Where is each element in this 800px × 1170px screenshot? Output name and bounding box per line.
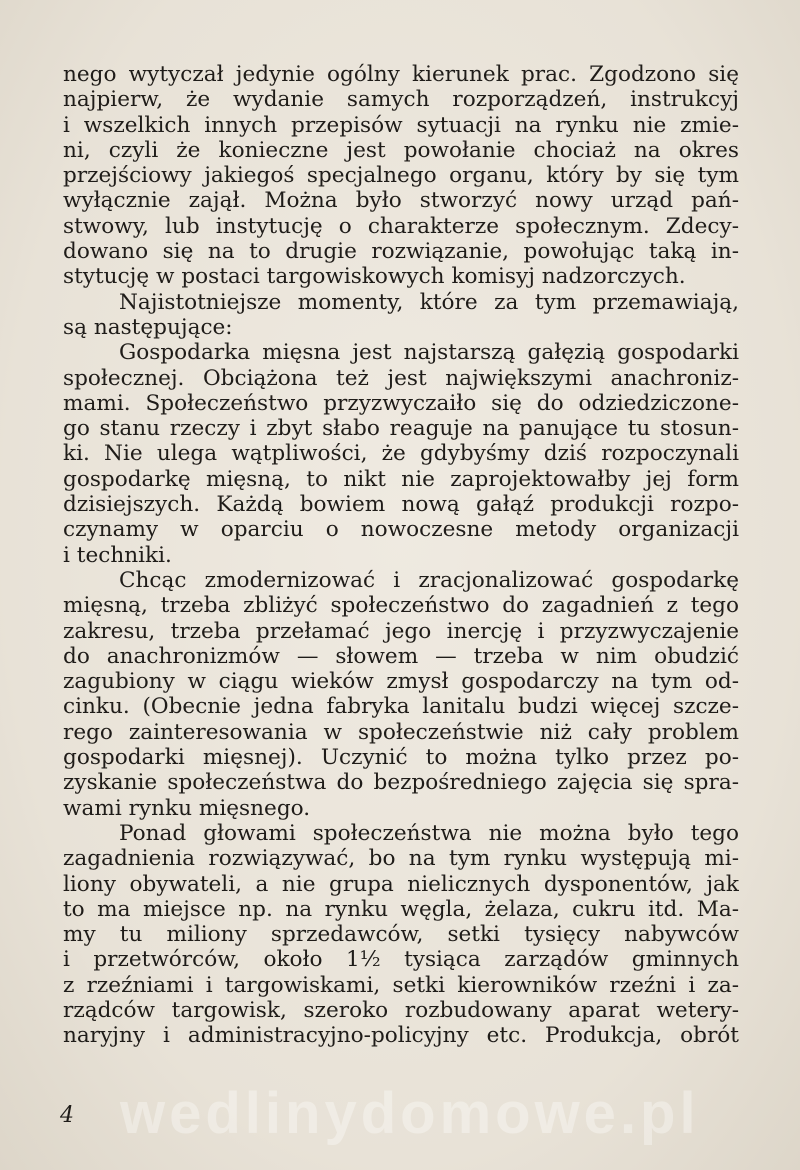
text-line: zakresu, trzeba przełamać jego inercję i przyzwyczajenie: [63, 618, 739, 644]
text-line: mięsną, trzeba zbliżyć społeczeństwo do zagadnień z tego: [63, 593, 739, 619]
page-number: 4: [60, 1103, 74, 1128]
text-line: Ponad głowami społeczeństwa nie można było tego: [119, 820, 739, 846]
text-line: Najistotniejsze momenty, które za tym przemawiają,: [119, 289, 739, 315]
text-line: dzisiejszych. Każdą bowiem nową gałąź produkcji rozpo-: [63, 492, 739, 518]
text-line: Gospodarka mięsna jest najstarszą gałęzią gospodarki: [119, 340, 739, 366]
text-line: gospodarkę mięsną, to nikt nie zaprojektowałby jej form: [63, 466, 739, 492]
text-line: liony obywateli, a nie grupa nielicznych dysponentów, jak: [63, 871, 739, 897]
body-text: [63, 62, 739, 1049]
text-line: zagubiony w ciągu wieków zmysł gospodarczy na tym od-: [63, 669, 739, 695]
text-line: stytucję w postaci targowiskowych komisyj nadzorczych.: [63, 264, 686, 290]
text-line: wyłącznie zajął. Można było stworzyć nowy urząd pań-: [63, 188, 739, 214]
text-line: czynamy w oparciu o nowoczesne metody organizacji: [63, 517, 739, 543]
text-line: przejściowy jakiegoś specjalnego organu, który by się tym: [63, 163, 739, 189]
text-line: cinku. (Obecnie jedna fabryka lanitalu budzi więcej szcze-: [63, 694, 739, 720]
text-line: stwowy, lub instytucję o charakterze społecznym. Zdecy-: [63, 213, 739, 239]
text-line: i wszelkich innych przepisów sytuacji na rynku nie zmie-: [63, 112, 739, 138]
watermark: wedlinydomowe.pl: [120, 1081, 700, 1146]
text-line: i techniki.: [63, 542, 172, 568]
text-line: społecznej. Obciążona też jest największymi anachroniz-: [63, 365, 739, 391]
text-line: zyskanie społeczeństwa do bezpośredniego zajęcia się spra-: [63, 770, 739, 796]
text-line: z rzeźniami i targowiskami, setki kierowników rzeźni i za-: [63, 972, 739, 998]
text-line: go stanu rzeczy i zbyt słabo reaguje na panujące tu stosun-: [63, 416, 739, 442]
text-line: Chcąc zmodernizować i zracjonalizować gospodarkę: [119, 567, 739, 593]
paragraph: [63, 821, 739, 1049]
text-line: to ma miejsce np. na rynku węgla, żelaza, cukru itd. Ma-: [63, 896, 739, 922]
text-line: rządców targowisk, szeroko rozbudowany aparat wetery-: [63, 997, 739, 1023]
paragraph: [63, 62, 739, 290]
paragraph: [63, 340, 739, 568]
text-line: my tu miliony sprzedawców, setki tysięcy nabywców: [63, 922, 739, 948]
text-line: do anachronizmów — słowem — trzeba w nim obudzić: [63, 643, 739, 669]
text-line: rego zainteresowania w społeczeństwie niż cały problem: [63, 719, 739, 745]
paragraph: [63, 290, 739, 341]
text-line: dowano się na to drugie rozwiązanie, powołując taką in-: [63, 239, 739, 265]
text-line: nego wytyczał jedynie ogólny kierunek prac. Zgodzono się: [63, 62, 739, 87]
text-line: zagadnienia rozwiązywać, bo na tym rynku występują mi-: [63, 846, 739, 872]
text-line: są następujące:: [63, 314, 233, 340]
paragraph: [63, 568, 739, 821]
text-line: gospodarki mięsnej). Uczynić to można tylko przez po-: [63, 745, 739, 771]
text-line: najpierw, że wydanie samych rozporządzeń, instrukcyj: [63, 87, 739, 113]
text-line: wami rynku mięsnego.: [63, 795, 311, 821]
text-line: i przetwórców, około 1½ tysiąca zarządów gminnych: [63, 947, 739, 973]
text-line: ni, czyli że konieczne jest powołanie chociaż na okres: [63, 137, 739, 163]
text-line: ki. Nie ulega wątpliwości, że gdybyśmy dziś rozpoczynali: [63, 441, 739, 467]
text-line: naryjny i administracyjno-policyjny etc. Produkcja, obrót: [63, 1023, 739, 1049]
text-line: mami. Społeczeństwo przyzwyczaiło się do odziedziczone-: [63, 390, 739, 416]
